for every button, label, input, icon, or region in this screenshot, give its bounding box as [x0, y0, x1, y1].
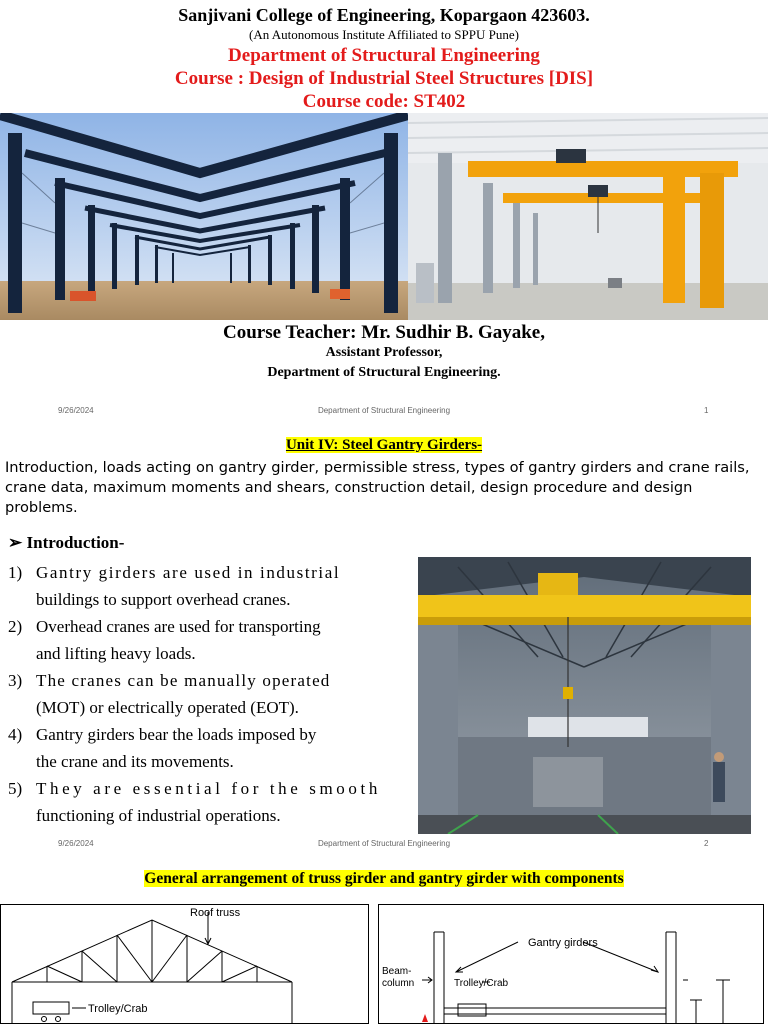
- footer-date: 9/26/2024: [58, 406, 94, 415]
- roof-truss-drawing: [0, 904, 370, 1024]
- beam-column-label-line2: column: [382, 978, 415, 989]
- arrow-bullet-icon: ➢: [8, 533, 23, 552]
- list-text: Overhead cranes are used for transporting: [36, 617, 321, 636]
- department-title: Department of Structural Engineering: [228, 45, 540, 66]
- list-number: 4): [8, 725, 23, 744]
- list-text: They are essential for the smooth: [36, 779, 381, 798]
- unit-title-text: Unit IV: Steel Gantry Girders-: [285, 437, 483, 453]
- trolley-crab-label: Trolley/Crab: [454, 978, 509, 989]
- unit-title: [0, 437, 768, 454]
- introduction-heading-text: Introduction-: [26, 533, 125, 552]
- list-item: [8, 721, 398, 775]
- beam-column-label: [382, 966, 414, 989]
- footer-page-number: 2: [704, 839, 709, 848]
- course-teacher: Course Teacher: Mr. Sudhir B. Gayake,: [223, 322, 545, 343]
- gantry-arrangement-drawing: [378, 904, 764, 1024]
- slide-1: [0, 0, 768, 420]
- footer-department: Department of Structural Engineering: [317, 839, 451, 848]
- gantry-crane-photo: [408, 113, 768, 320]
- college-name: Sanjivani College of Engineering, Kopargaon 423603.: [178, 5, 590, 25]
- list-item: [8, 667, 398, 721]
- introduction-list: [8, 559, 398, 829]
- overhead-crane-photo: [418, 557, 751, 834]
- introduction-heading: [8, 533, 124, 553]
- gantry-girders-label: Gantry girders: [528, 937, 598, 949]
- trolley-label: Trolley/Crab: [88, 1003, 148, 1015]
- course-title: Course : Design of Industrial Steel Structures [DIS]: [174, 68, 594, 89]
- list-text: Gantry girders bear the loads imposed by: [36, 725, 317, 744]
- course-code: Course code: ST402: [302, 91, 466, 112]
- list-item: [8, 559, 398, 613]
- header-photos: [0, 113, 768, 320]
- teacher-designation: Assistant Professor,: [325, 345, 443, 360]
- list-text: Gantry girders are used in industrial: [36, 563, 341, 582]
- footer-date: 9/26/2024: [58, 839, 94, 848]
- roof-truss-label: Roof truss: [190, 907, 241, 919]
- list-text: the crane and its movements.: [36, 752, 234, 771]
- list-text: and lifting heavy loads.: [36, 644, 196, 663]
- list-item: [8, 613, 398, 667]
- teacher-department: Department of Structural Engineering.: [267, 365, 501, 380]
- steel-frame-photo: [0, 113, 408, 320]
- list-text: The cranes can be manually operated: [36, 671, 331, 690]
- list-item: [8, 775, 398, 829]
- list-text: functioning of industrial operations.: [36, 806, 281, 825]
- list-number: 1): [8, 563, 23, 582]
- list-number: 5): [8, 779, 23, 798]
- footer-department: Department of Structural Engineering: [317, 406, 451, 415]
- list-number: 3): [8, 671, 23, 690]
- list-text: buildings to support overhead cranes.: [36, 590, 291, 609]
- footer-page-number: 1: [704, 406, 709, 415]
- slide-3-title-text: General arrangement of truss girder and gantry girder with components: [144, 870, 624, 887]
- slide-3-title: [0, 870, 768, 888]
- intro-paragraph: Introduction, loads acting on gantry girder, permissible stress, types of gantry girders and crane rails, crane data, maximum moments and shears, construction detail, design procedure and design problems.: [5, 459, 750, 516]
- list-text: (MOT) or electrically operated (EOT).: [36, 698, 299, 717]
- list-number: 2): [8, 617, 23, 636]
- autonomous-note: (An Autonomous Institute Affiliated to SPPU Pune): [249, 27, 519, 42]
- beam-column-label-line1: Beam-: [382, 966, 412, 977]
